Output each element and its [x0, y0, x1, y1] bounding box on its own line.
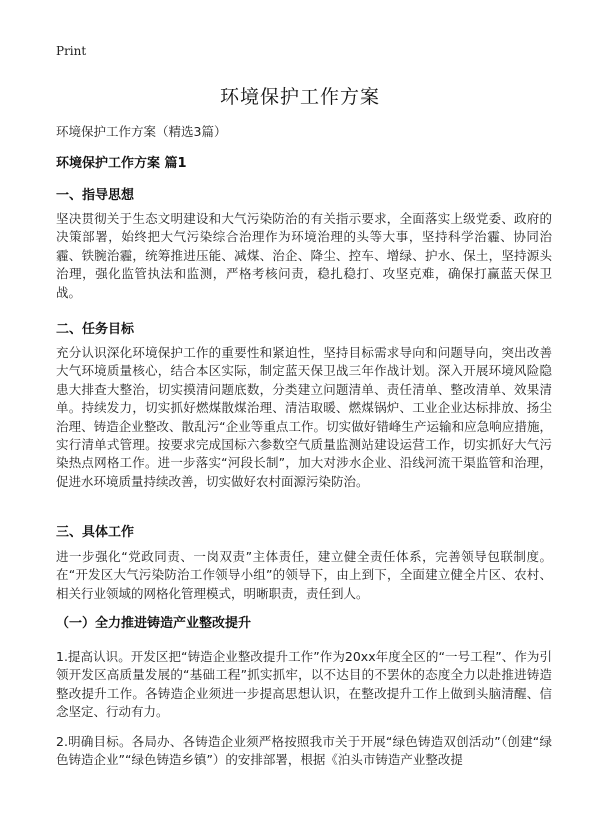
section-heading-specific-work: 三、具体工作: [56, 525, 135, 540]
list-item-raise-awareness: 1.提高认识。开发区把“铸造企业整改提升工作”作为20xx年度全区的“一号工程”、作为引领开发区高质量发展的“基础工程”抓实抓牢，以不达目的不罢休的态度全力以赴推进铸造整改提升工作。各铸造企业须进一步提高思想认识，在整改提升工作上做到头脑清醒、信念坚定、行动有力。: [56, 649, 552, 720]
document-subtitle: 环境保护工作方案（精选3篇）: [56, 124, 227, 139]
section-paragraph-specific-work: 进一步强化“党政同责、一岗双责”主体责任，建立健全责任体系，完善领导包联制度。在“开发区大气污染防治工作领导小组”的领导下，由上到下，全面建立健全片区、农村、相关行业领域的网格化管理模式，明晰职责，责任到人。: [56, 549, 552, 601]
part-title: 环境保护工作方案 篇1: [56, 156, 187, 171]
print-label[interactable]: Print: [56, 44, 87, 58]
document-title: 环境保护工作方案: [219, 86, 380, 108]
sub-heading-foundry-rectification: （一）全力推进铸造产业整改提升: [56, 616, 252, 631]
section-paragraph-task-goals: 充分认识深化环境保护工作的重要性和紧迫性，坚持目标需求导向和问题导向，突出改善大气环境质量核心，结合本区实际，制定蓝天保卫战三年作战计划。深入开展环境风险隐患大排查大整治，切实摸清问题底数，分类建立问题清单、责任清单、整改清单、效果清单。持续发力，切实抓好燃煤散煤治理、清洁取暖、燃煤锅炉、工业企业达标排放、扬尘治理、铸造企业整改、散乱污“企业等重点工作。切实做好错峰生产运输和应急响应措施，实行清单式管理。按要求完成国标六参数空气质量监测站建设运营工作，切实抓好大气污染热点网格工作。进一步落实“河段长制”，加大对涉水企业、沿线河流干渠监管和治理，促进水环境质量持续改善，切实做好农村面源污染防治。: [56, 345, 552, 489]
section-heading-guiding-ideology: 一、指导思想: [56, 188, 135, 203]
section-paragraph-guiding-ideology: 坚决贯彻关于生态文明建设和大气污染防治的有关指示要求，全面落实上级党委、政府的决策部署，始终把大气污染综合治理作为环境治理的头等大事，坚持科学治霾、协同治霾、铁腕治霾，统筹推进压能、减煤、治企、降尘、控车、增绿、护水、保土，坚持源头治理，强化监管执法和监测，严格考核问责，稳扎稳打、攻坚克难，确保打赢蓝天保卫战。: [56, 211, 552, 300]
section-heading-task-goals: 二、任务目标: [56, 322, 135, 337]
list-item-clarify-goals: 2.明确目标。各局办、各铸造企业须严格按照我市关于开展“绿色铸造双创活动”（创建“绿色铸造企业”“绿色铸造乡镇”）的安排部署，根据《泊头市铸造产业整改提: [56, 734, 552, 768]
